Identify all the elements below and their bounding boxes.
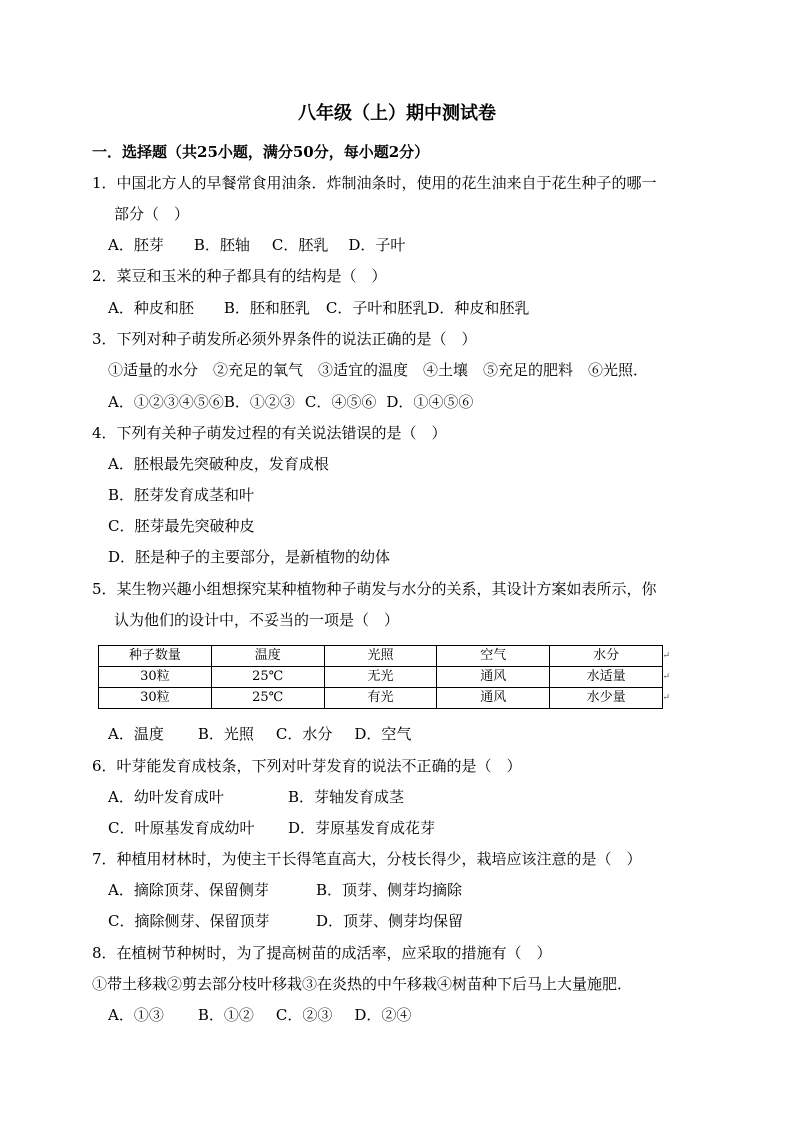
question-3-stem: 3．下列对种子萌发所必须外界条件的说法正确的是（ ）	[92, 330, 477, 348]
question-1-stem-line2: 部分（ ）	[114, 205, 190, 223]
paragraph-mark: ↵	[662, 693, 670, 703]
question-6-stem: 6．叶芽能发育成枝条，下列对叶芽发育的说法不正确的是（ ）	[92, 757, 522, 775]
question-2-options	[108, 298, 529, 318]
option-d[interactable]: D．种皮和胚乳	[427, 299, 530, 317]
option-a[interactable]: A．温度	[108, 725, 164, 743]
option-a[interactable]: A．胚芽	[108, 236, 164, 254]
table-row	[99, 667, 663, 688]
question-2-stem: 2．菜豆和玉米的种子都具有的结构是（ ）	[92, 267, 387, 285]
table-cell: 25℃	[211, 688, 324, 709]
question-5-stem-line1: 5．某生物兴趣小组想探究某种植物种子萌发与水分的关系，其设计方案如表所示，你	[92, 580, 657, 598]
option-c[interactable]: C．④⑤⑥	[304, 393, 377, 411]
table-cell: 通风	[437, 688, 550, 709]
question-5-stem-line2: 认为他们的设计中，不妥当的一项是（ ）	[114, 611, 400, 629]
question-8-stem: 8．在植树节种树时，为了提高树苗的成活率，应采取的措施有（ ）	[92, 944, 552, 962]
option-d[interactable]: D．②④	[354, 1006, 412, 1024]
table-cell: 水适量 ↵	[550, 667, 663, 688]
question-6-options-row1	[108, 787, 404, 807]
option-d[interactable]: D．①④⑤⑥	[386, 393, 474, 411]
question-5-options	[108, 724, 411, 744]
option-c[interactable]: C．摘除侧芽、保留顶芽	[108, 912, 270, 930]
question-6-options-row2	[108, 818, 435, 838]
paragraph-mark: ↵	[662, 651, 670, 661]
table-cell: 通风	[437, 667, 550, 688]
table-header-cell: 空气	[437, 646, 550, 667]
option-c[interactable]: C．子叶和胚乳	[325, 299, 428, 317]
page-title: 八年级（上）期中测试卷	[298, 103, 496, 124]
option-d[interactable]: D．胚是种子的主要部分，是新植物的幼体	[108, 548, 391, 566]
paragraph-mark: ↵	[662, 672, 670, 682]
question-7-options-row1	[108, 880, 462, 900]
option-b[interactable]: B．胚轴	[193, 236, 250, 254]
option-a[interactable]: A．种皮和胚	[108, 299, 194, 317]
question-3-conditions: ①适量的水分 ②充足的氧气 ③适宜的温度 ④土壤 ⑤充足的肥料 ⑥光照．	[108, 361, 649, 379]
option-a[interactable]: A．①②③④⑤⑥	[108, 393, 224, 411]
table-header-cell: 光照	[324, 646, 437, 667]
table-row	[99, 688, 663, 709]
table-cell: 25℃	[211, 667, 324, 688]
table-header-cell: 水分 ↵	[550, 646, 663, 667]
table-cell: 有光	[324, 688, 437, 709]
option-b[interactable]: B．①②③	[223, 393, 295, 411]
table-cell: 无光	[324, 667, 437, 688]
table-header-row	[99, 646, 663, 667]
option-d[interactable]: D．芽原基发育成花芽	[288, 819, 436, 837]
option-c[interactable]: C．叶原基发育成幼叶	[108, 819, 255, 837]
table-cell: 水少量 ↵	[550, 688, 663, 709]
table-cell: 30粒	[99, 667, 212, 688]
option-a[interactable]: A．摘除顶芽、保留侧芽	[108, 881, 269, 899]
question-8-measures: ①带土移栽②剪去部分枝叶移栽③在炎热的中午移栽④树苗种下后马上大量施肥．	[92, 975, 633, 993]
option-c[interactable]: C．胚芽最先突破种皮	[108, 517, 255, 535]
question-3-options	[108, 392, 473, 412]
option-b[interactable]: B．顶芽、侧芽均摘除	[316, 881, 463, 899]
option-b[interactable]: B．芽轴发育成茎	[288, 788, 405, 806]
question-1-stem-line1: 1．中国北方人的早餐常食用油条．炸制油条时，使用的花生油来自于花生种子的哪一	[92, 174, 657, 192]
option-c[interactable]: C．②③	[275, 1006, 333, 1024]
question-7-options-row2	[108, 911, 463, 931]
question-1-options	[108, 235, 405, 255]
question-7-stem: 7．种植用材林时，为使主干长得笔直高大，分枝长得少，栽培应该注意的是（ ）	[92, 850, 642, 868]
option-b[interactable]: B．胚和胚乳	[223, 299, 310, 317]
table-cell: 30粒	[99, 688, 212, 709]
option-a[interactable]: A．幼叶发育成叶	[108, 788, 224, 806]
option-c[interactable]: C．水分	[275, 725, 333, 743]
question-4-stem: 4．下列有关种子萌发过程的有关说法错误的是（ ）	[92, 424, 447, 442]
option-d[interactable]: D．子叶	[348, 236, 406, 254]
option-d[interactable]: D．顶芽、侧芽均保留	[316, 912, 464, 930]
option-b[interactable]: B．胚芽发育成茎和叶	[108, 486, 255, 504]
question-8-options	[108, 1005, 411, 1025]
option-a[interactable]: A．①③	[108, 1006, 164, 1024]
option-c[interactable]: C．胚乳	[271, 236, 329, 254]
experiment-table	[98, 645, 670, 709]
option-b[interactable]: B．光照	[197, 725, 254, 743]
option-b[interactable]: B．①②	[197, 1006, 254, 1024]
table-header-cell: 温度	[211, 646, 324, 667]
option-d[interactable]: D．空气	[354, 725, 412, 743]
option-a[interactable]: A．胚根最先突破种皮，发育成根	[108, 455, 329, 473]
table-header-cell: 种子数量	[99, 646, 212, 667]
section-heading: 一．选择题（共25小题，满分50分，每小题2分）	[92, 143, 430, 161]
